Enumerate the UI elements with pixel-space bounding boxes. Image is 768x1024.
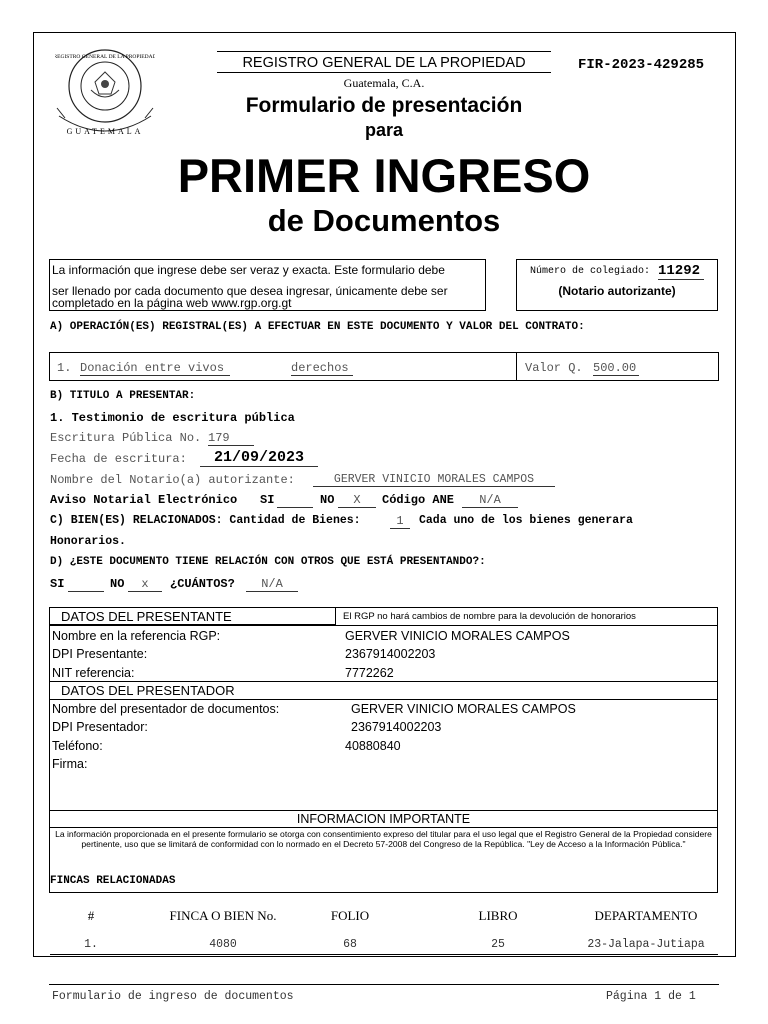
fincas-cell: 25 [491, 938, 505, 951]
fincas-heading: FINCAS RELACIONADAS [50, 875, 176, 887]
form-id: FIR-2023-429285 [578, 57, 705, 73]
header-rule-bottom [217, 72, 551, 73]
section-c-line2: Honorarios. [50, 535, 126, 548]
title-to-present: 1. Testimonio de escritura pública [50, 411, 295, 425]
aviso-no-value: X [338, 493, 376, 508]
fincas-col-header: FOLIO [330, 908, 370, 923]
presentante-note: El RGP no hará cambios de nombre para la devolución de honorarios [343, 611, 636, 622]
notary-number: 11292 [658, 263, 704, 280]
firma-label: Firma: [52, 757, 88, 771]
fecha-value: 21/09/2023 [200, 449, 318, 467]
presentador-dpi-label: DPI Presentador: [52, 720, 148, 734]
important-heading: INFORMACION IMPORTANTE [296, 812, 471, 826]
presentador-tel-label: Teléfono: [52, 739, 103, 753]
title-line1: Formulario de presentación [245, 94, 523, 117]
important-rule-top [49, 810, 718, 811]
presentante-nit-value: 7772262 [345, 666, 394, 680]
aviso-no-label: NO [320, 493, 335, 507]
presentador-tel-value: 40880840 [345, 739, 401, 753]
d-no-label: NO [110, 577, 125, 591]
presentador-dpi-value: 2367914002203 [351, 720, 442, 734]
fincas-cell: 23-Jalapa-Jutiapa [587, 938, 705, 951]
notario-label: Nombre del Notario(a) autorizante: [50, 473, 295, 487]
notary-label: Número de colegiado: [530, 266, 651, 277]
fincas-cell: 4080 [209, 938, 237, 951]
operation-name: Donación entre vivos [80, 361, 230, 376]
title-line2: para [364, 120, 404, 140]
registry-name: REGISTRO GENERAL DE LA PROPIEDAD [242, 55, 526, 71]
fincas-col-header: LIBRO [478, 908, 518, 923]
presentante-rule [49, 625, 718, 626]
notice-line3: completado en la página web www.rgp.org.gt [52, 296, 292, 310]
section-c-tail: Cada uno de los bienes generara [419, 514, 633, 527]
fincas-col-header: # [87, 908, 95, 923]
d-si-value [68, 577, 104, 592]
ane-label: Código ANE [382, 493, 455, 507]
guatemala-seal-icon [55, 42, 155, 142]
fincas-cell: 68 [343, 938, 357, 951]
presentador-rule-top [49, 681, 718, 682]
ane-value: N/A [462, 493, 518, 508]
escritura-label: Escritura Pública No. [50, 431, 202, 445]
cantidad-bienes: 1 [390, 514, 410, 529]
d-si-label: SI [50, 577, 65, 591]
d-no-value: x [128, 577, 162, 592]
footer-rule [49, 984, 719, 985]
presentador-nombre-label: Nombre del presentador de documentos: [52, 702, 280, 716]
contract-value: 500.00 [593, 361, 639, 376]
cuantos-value: N/A [246, 577, 298, 592]
header-rule-top [217, 51, 551, 52]
section-d-heading: D) ¿ESTE DOCUMENTO TIENE RELACIÓN CON OTROS QUE ESTÁ PRESENTANDO?: [50, 556, 486, 568]
presentador-heading: DATOS DEL PRESENTADOR [61, 683, 235, 698]
section-a-heading: A) OPERACIÓN(ES) REGISTRAL(ES) A EFECTUAR EN ESTE DOCUMENTO Y VALOR DEL CONTRATO: [50, 321, 585, 333]
section-c-heading: C) BIEN(ES) RELACIONADOS: Cantidad de Bienes: [50, 514, 361, 527]
operation-type: derechos [291, 361, 353, 376]
operation-divider [516, 352, 517, 381]
presentante-dpi-label: DPI Presentante: [52, 647, 148, 661]
aviso-label: Aviso Notarial Electrónico [50, 493, 238, 507]
section-b-heading: B) TITULO A PRESENTAR: [50, 390, 196, 402]
presentante-nit-label: NIT referencia: [52, 666, 135, 680]
presentante-nombre-label: Nombre en la referencia RGP: [52, 629, 221, 643]
fincas-col-header: DEPARTAMENTO [594, 908, 698, 923]
location: Guatemala, C.A. [343, 76, 425, 90]
notice-line2: ser llenado por cada documento que desea ingresar, únicamente debe ser [52, 284, 448, 298]
escritura-number: 179 [208, 431, 254, 446]
title-sub: de Documentos [267, 203, 501, 238]
presentante-heading: DATOS DEL PRESENTANTE [61, 609, 232, 624]
aviso-si-label: SI [260, 493, 275, 507]
fecha-label: Fecha de escritura: [50, 452, 187, 466]
notario-name: GERVER VINICIO MORALES CAMPOS [313, 473, 555, 487]
seal-top-text: REGISTRO GENERAL DE LA PROPIEDAD [55, 54, 155, 60]
value-label: Valor Q. [525, 361, 583, 375]
title-main: PRIMER INGRESO [177, 149, 591, 202]
important-text: La información proporcionada en el presente formulario se otorga con consentimiento expreso del titular para el uso legal que el Registro General de la Propiedad considere pertinente, uso que se limitará de conformidad con lo normado en el Decreto 57-2008 del Congreso de la República. "Ley de Acceso a la Información Pública." [55, 829, 712, 849]
operation-item-prefix: 1. [57, 361, 72, 375]
cuantos-label: ¿CUÁNTOS? [170, 577, 235, 591]
notice-line1: La información que ingrese debe ser veraz y exacta. Este formulario debe [52, 263, 445, 277]
notary-caption: (Notario autorizante) [558, 284, 676, 298]
presentante-nombre-value: GERVER VINICIO MORALES CAMPOS [345, 629, 570, 643]
fincas-col-header: FINCA O BIEN No. [169, 908, 277, 923]
footer-right: Página 1 de 1 [606, 990, 696, 1003]
presentante-dpi-value: 2367914002203 [345, 647, 436, 661]
presentador-rule [49, 699, 718, 700]
footer-left: Formulario de ingreso de documentos [52, 990, 294, 1003]
aviso-si-value [277, 493, 313, 508]
important-rule [49, 827, 718, 828]
seal-bottom-text: GUATEMALA [66, 127, 144, 136]
presentador-nombre-value: GERVER VINICIO MORALES CAMPOS [351, 702, 576, 716]
fincas-cell: 1. [84, 938, 98, 951]
fincas-row-rule [50, 954, 718, 955]
